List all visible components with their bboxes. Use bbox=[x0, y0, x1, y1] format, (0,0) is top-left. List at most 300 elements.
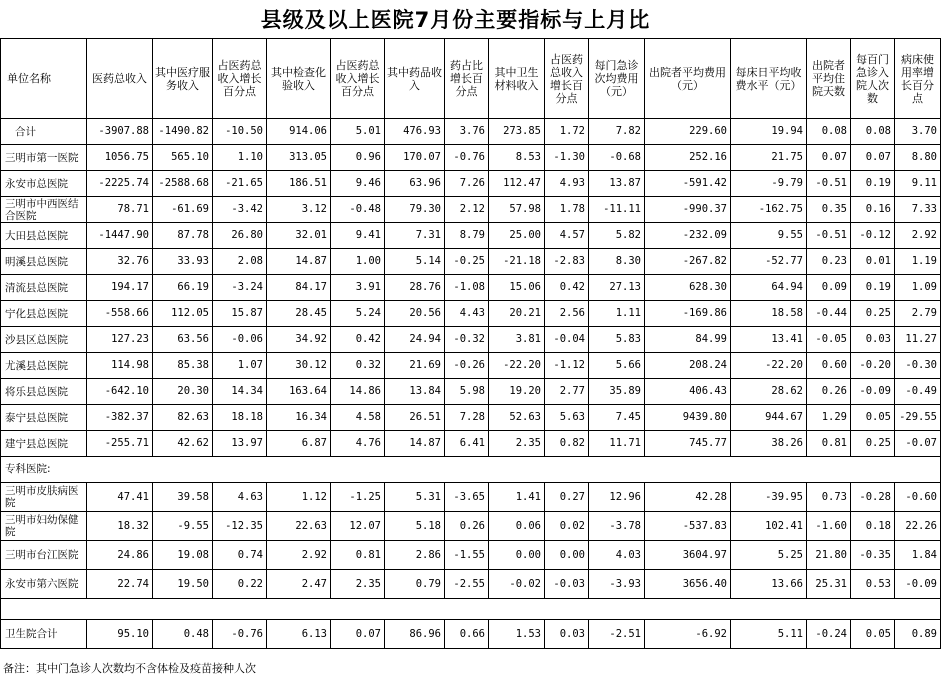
table-cell: -255.71 bbox=[87, 431, 153, 457]
table-cell: 19.20 bbox=[489, 379, 545, 405]
table-cell: 85.38 bbox=[153, 353, 213, 379]
table-cell: -6.92 bbox=[645, 620, 731, 649]
table-cell: -267.82 bbox=[645, 249, 731, 275]
blank-cell bbox=[385, 599, 445, 620]
table-cell: -1.12 bbox=[545, 353, 589, 379]
table-cell: -3.42 bbox=[213, 197, 267, 223]
column-header: 出院者平均费用（元） bbox=[645, 39, 731, 119]
table-cell: 5.11 bbox=[731, 620, 807, 649]
table-cell: 47.41 bbox=[87, 483, 153, 512]
table-cell: -9.79 bbox=[731, 171, 807, 197]
table-cell: 0.03 bbox=[851, 327, 895, 353]
table-cell: 18.18 bbox=[213, 405, 267, 431]
table-cell: -1.25 bbox=[331, 483, 385, 512]
table-row bbox=[1, 197, 941, 223]
table-cell: 476.93 bbox=[385, 119, 445, 145]
table-cell: -3.65 bbox=[445, 483, 489, 512]
table-cell: 86.96 bbox=[385, 620, 445, 649]
table-cell: 7.45 bbox=[589, 405, 645, 431]
table-cell: 7.33 bbox=[895, 197, 941, 223]
column-header: 其中卫生材料收入 bbox=[489, 39, 545, 119]
table-cell: -0.68 bbox=[589, 145, 645, 171]
table-cell: -2.51 bbox=[589, 620, 645, 649]
table-cell: -1447.90 bbox=[87, 223, 153, 249]
table-cell: 84.99 bbox=[645, 327, 731, 353]
table-cell: -12.35 bbox=[213, 512, 267, 541]
table-cell: 2.86 bbox=[385, 541, 445, 570]
table-cell: 5.83 bbox=[589, 327, 645, 353]
table-cell: 313.05 bbox=[267, 145, 331, 171]
table-cell: 34.92 bbox=[267, 327, 331, 353]
table-cell: 13.84 bbox=[385, 379, 445, 405]
table-cell: 163.64 bbox=[267, 379, 331, 405]
blank-cell bbox=[851, 599, 895, 620]
table-cell: 229.60 bbox=[645, 119, 731, 145]
table-cell: 9.41 bbox=[331, 223, 385, 249]
table-cell: 3604.97 bbox=[645, 541, 731, 570]
table-cell: 0.02 bbox=[545, 512, 589, 541]
table-cell: -0.03 bbox=[545, 570, 589, 599]
blank-cell bbox=[807, 457, 851, 483]
table-cell: 0.19 bbox=[851, 171, 895, 197]
table-cell: -0.28 bbox=[851, 483, 895, 512]
table-row bbox=[1, 570, 941, 599]
row-name: 三明市妇幼保健院 bbox=[1, 512, 87, 541]
table-cell: 0.81 bbox=[807, 431, 851, 457]
table-cell: -0.07 bbox=[895, 431, 941, 457]
blank-cell bbox=[87, 457, 153, 483]
table-cell: -1.08 bbox=[445, 275, 489, 301]
table-cell: 0.07 bbox=[807, 145, 851, 171]
table-cell: -61.69 bbox=[153, 197, 213, 223]
table-cell: 4.63 bbox=[213, 483, 267, 512]
table-cell: 1.09 bbox=[895, 275, 941, 301]
row-name: 宁化县总医院 bbox=[1, 301, 87, 327]
table-cell: 9.11 bbox=[895, 171, 941, 197]
table-cell: 18.58 bbox=[731, 301, 807, 327]
table-cell: -537.83 bbox=[645, 512, 731, 541]
row-name: 明溪县总医院 bbox=[1, 249, 87, 275]
table-row bbox=[1, 171, 941, 197]
table-cell: -11.11 bbox=[589, 197, 645, 223]
blank-cell bbox=[445, 457, 489, 483]
table-cell: -382.37 bbox=[87, 405, 153, 431]
table-cell: 20.30 bbox=[153, 379, 213, 405]
table-cell: -0.06 bbox=[213, 327, 267, 353]
table-cell: 78.71 bbox=[87, 197, 153, 223]
table-cell: 7.26 bbox=[445, 171, 489, 197]
blank-cell bbox=[87, 599, 153, 620]
table-cell: 79.30 bbox=[385, 197, 445, 223]
table-row bbox=[1, 431, 941, 457]
table-row bbox=[1, 223, 941, 249]
table-cell: 194.17 bbox=[87, 275, 153, 301]
table-cell: 30.12 bbox=[267, 353, 331, 379]
table-cell: 0.35 bbox=[807, 197, 851, 223]
table-cell: 5.24 bbox=[331, 301, 385, 327]
table-cell: -558.66 bbox=[87, 301, 153, 327]
table-cell: -232.09 bbox=[645, 223, 731, 249]
table-cell: 745.77 bbox=[645, 431, 731, 457]
row-name: 泰宁县总医院 bbox=[1, 405, 87, 431]
table-cell: 14.86 bbox=[331, 379, 385, 405]
table-cell: 64.94 bbox=[731, 275, 807, 301]
table-cell: 52.63 bbox=[489, 405, 545, 431]
column-header: 占医药总收入增长百分点 bbox=[213, 39, 267, 119]
column-header: 占医药总收入增长百分点 bbox=[545, 39, 589, 119]
table-cell: 5.31 bbox=[385, 483, 445, 512]
table-cell: -39.95 bbox=[731, 483, 807, 512]
blank-cell bbox=[153, 457, 213, 483]
table-cell: 406.43 bbox=[645, 379, 731, 405]
table-cell: 0.05 bbox=[851, 620, 895, 649]
table-cell: 0.60 bbox=[807, 353, 851, 379]
table-cell: 84.17 bbox=[267, 275, 331, 301]
table-cell: 0.18 bbox=[851, 512, 895, 541]
table-cell: 3.91 bbox=[331, 275, 385, 301]
row-name: 卫生院合计 bbox=[1, 620, 87, 649]
blank-cell bbox=[267, 599, 331, 620]
table-cell: 170.07 bbox=[385, 145, 445, 171]
table-cell: 1.72 bbox=[545, 119, 589, 145]
table-cell: 32.01 bbox=[267, 223, 331, 249]
table-cell: 11.71 bbox=[589, 431, 645, 457]
table-cell: -3.24 bbox=[213, 275, 267, 301]
table-cell: 0.09 bbox=[807, 275, 851, 301]
table-cell: -0.76 bbox=[213, 620, 267, 649]
table-cell: -10.50 bbox=[213, 119, 267, 145]
row-name: 清流县总医院 bbox=[1, 275, 87, 301]
table-cell: 28.62 bbox=[731, 379, 807, 405]
table-cell: 20.21 bbox=[489, 301, 545, 327]
table-cell: 12.96 bbox=[589, 483, 645, 512]
table-cell: 8.79 bbox=[445, 223, 489, 249]
table-cell: -0.20 bbox=[851, 353, 895, 379]
table-row bbox=[1, 405, 941, 431]
row-name: 将乐县总医院 bbox=[1, 379, 87, 405]
table-cell: -0.76 bbox=[445, 145, 489, 171]
table-cell: 1.12 bbox=[267, 483, 331, 512]
table-cell: 5.82 bbox=[589, 223, 645, 249]
table-cell: 13.41 bbox=[731, 327, 807, 353]
table-cell: 13.97 bbox=[213, 431, 267, 457]
table-cell: 186.51 bbox=[267, 171, 331, 197]
table-cell: 3.76 bbox=[445, 119, 489, 145]
column-header: 其中检查化验收入 bbox=[267, 39, 331, 119]
table-cell: 21.75 bbox=[731, 145, 807, 171]
table-cell: 28.45 bbox=[267, 301, 331, 327]
footnote: 备注：其中门急诊人次数均不含体检及疫苗接种人次 bbox=[3, 662, 256, 675]
table-cell: 3.12 bbox=[267, 197, 331, 223]
column-header: 病床使用率增长百分点 bbox=[895, 39, 941, 119]
table-cell: 0.25 bbox=[851, 301, 895, 327]
row-name: 三明市台江医院 bbox=[1, 541, 87, 570]
table-cell: -0.60 bbox=[895, 483, 941, 512]
table-cell: 0.96 bbox=[331, 145, 385, 171]
table-cell: -3.78 bbox=[589, 512, 645, 541]
table-cell: 628.30 bbox=[645, 275, 731, 301]
blank-cell bbox=[851, 457, 895, 483]
blank-cell bbox=[331, 457, 385, 483]
table-cell: 0.05 bbox=[851, 405, 895, 431]
table-cell: 1.41 bbox=[489, 483, 545, 512]
table-cell: 24.86 bbox=[87, 541, 153, 570]
table-cell: 1.78 bbox=[545, 197, 589, 223]
table-cell: 7.82 bbox=[589, 119, 645, 145]
table-cell: 5.98 bbox=[445, 379, 489, 405]
table-cell: -642.10 bbox=[87, 379, 153, 405]
blank-cell bbox=[589, 457, 645, 483]
table-cell: -1.55 bbox=[445, 541, 489, 570]
column-header: 医药总收入 bbox=[87, 39, 153, 119]
table-cell: -1490.82 bbox=[153, 119, 213, 145]
table-cell: -0.30 bbox=[895, 353, 941, 379]
table-row bbox=[1, 620, 941, 649]
row-name: 永安市第六医院 bbox=[1, 570, 87, 599]
table-cell: 38.26 bbox=[731, 431, 807, 457]
table-cell: 1.29 bbox=[807, 405, 851, 431]
table-cell: 1056.75 bbox=[87, 145, 153, 171]
table-cell: 5.63 bbox=[545, 405, 589, 431]
table-cell: 8.80 bbox=[895, 145, 941, 171]
table-cell: 2.77 bbox=[545, 379, 589, 405]
table-cell: 19.94 bbox=[731, 119, 807, 145]
table-cell: 0.27 bbox=[545, 483, 589, 512]
table-cell: 4.58 bbox=[331, 405, 385, 431]
table-cell: 2.79 bbox=[895, 301, 941, 327]
row-name: 永安市总医院 bbox=[1, 171, 87, 197]
row-name: 三明市第一医院 bbox=[1, 145, 87, 171]
table-cell: 5.18 bbox=[385, 512, 445, 541]
table-cell: 27.13 bbox=[589, 275, 645, 301]
table-cell: 0.00 bbox=[489, 541, 545, 570]
blank-cell bbox=[213, 457, 267, 483]
row-name: 尤溪县总医院 bbox=[1, 353, 87, 379]
table-cell: -169.86 bbox=[645, 301, 731, 327]
table-cell: 9.55 bbox=[731, 223, 807, 249]
table-cell: -1.30 bbox=[545, 145, 589, 171]
table-cell: 87.78 bbox=[153, 223, 213, 249]
table-cell: 13.66 bbox=[731, 570, 807, 599]
section-label: 专科医院: bbox=[1, 457, 87, 483]
table-cell: 5.66 bbox=[589, 353, 645, 379]
blank-cell bbox=[731, 457, 807, 483]
table-cell: 0.82 bbox=[545, 431, 589, 457]
table-cell: 914.06 bbox=[267, 119, 331, 145]
table-cell: -0.51 bbox=[807, 223, 851, 249]
table-cell: 0.06 bbox=[489, 512, 545, 541]
blank-cell bbox=[545, 457, 589, 483]
table-cell: 4.93 bbox=[545, 171, 589, 197]
column-header: 占医药总收入增长百分点 bbox=[331, 39, 385, 119]
table-cell: 1.19 bbox=[895, 249, 941, 275]
table-cell: 42.28 bbox=[645, 483, 731, 512]
table-cell: 5.14 bbox=[385, 249, 445, 275]
table-cell: 0.48 bbox=[153, 620, 213, 649]
table-cell: 0.89 bbox=[895, 620, 941, 649]
table-cell: 25.31 bbox=[807, 570, 851, 599]
table-cell: -0.48 bbox=[331, 197, 385, 223]
header-row bbox=[1, 39, 941, 119]
blank-row bbox=[1, 599, 941, 620]
table-cell: -2.83 bbox=[545, 249, 589, 275]
blank-cell bbox=[213, 599, 267, 620]
table-cell: 565.10 bbox=[153, 145, 213, 171]
table-cell: 102.41 bbox=[731, 512, 807, 541]
blank-cell bbox=[895, 599, 941, 620]
table-row bbox=[1, 249, 941, 275]
table-cell: 127.23 bbox=[87, 327, 153, 353]
table-cell: 1.10 bbox=[213, 145, 267, 171]
table-row bbox=[1, 353, 941, 379]
table-cell: 22.74 bbox=[87, 570, 153, 599]
table-cell: -0.44 bbox=[807, 301, 851, 327]
table-cell: 273.85 bbox=[489, 119, 545, 145]
table-cell: 22.63 bbox=[267, 512, 331, 541]
table-cell: 19.08 bbox=[153, 541, 213, 570]
table-cell: 1.84 bbox=[895, 541, 941, 570]
table-cell: 32.76 bbox=[87, 249, 153, 275]
table-cell: 0.08 bbox=[851, 119, 895, 145]
table-cell: 3.81 bbox=[489, 327, 545, 353]
table-cell: -0.12 bbox=[851, 223, 895, 249]
table-cell: -0.32 bbox=[445, 327, 489, 353]
column-header: 单位名称 bbox=[1, 39, 87, 119]
blank-cell bbox=[489, 457, 545, 483]
blank-cell bbox=[645, 457, 731, 483]
column-header: 每百门急诊入院人次数 bbox=[851, 39, 895, 119]
table-cell: -2588.68 bbox=[153, 171, 213, 197]
table-cell: 1.53 bbox=[489, 620, 545, 649]
blank-cell bbox=[153, 599, 213, 620]
table-cell: 82.63 bbox=[153, 405, 213, 431]
table-cell: 6.87 bbox=[267, 431, 331, 457]
table-cell: 944.67 bbox=[731, 405, 807, 431]
table-cell: 63.96 bbox=[385, 171, 445, 197]
table-cell: -0.05 bbox=[807, 327, 851, 353]
table-cell: 6.41 bbox=[445, 431, 489, 457]
table-cell: 1.07 bbox=[213, 353, 267, 379]
table-cell: 5.01 bbox=[331, 119, 385, 145]
table-cell: -21.65 bbox=[213, 171, 267, 197]
table-row bbox=[1, 145, 941, 171]
table-cell: 26.51 bbox=[385, 405, 445, 431]
table-cell: 8.53 bbox=[489, 145, 545, 171]
table-cell: -3.93 bbox=[589, 570, 645, 599]
table-cell: 0.07 bbox=[331, 620, 385, 649]
table-cell: 0.73 bbox=[807, 483, 851, 512]
table-cell: 112.47 bbox=[489, 171, 545, 197]
table-cell: 22.26 bbox=[895, 512, 941, 541]
table-cell: 0.74 bbox=[213, 541, 267, 570]
table-cell: 24.94 bbox=[385, 327, 445, 353]
table-cell: 14.87 bbox=[385, 431, 445, 457]
table-cell: 66.19 bbox=[153, 275, 213, 301]
table-cell: -0.04 bbox=[545, 327, 589, 353]
table-cell: 0.08 bbox=[807, 119, 851, 145]
row-name: 三明市中西医结合医院 bbox=[1, 197, 87, 223]
table-cell: 2.12 bbox=[445, 197, 489, 223]
table-cell: 0.00 bbox=[545, 541, 589, 570]
table-cell: 28.76 bbox=[385, 275, 445, 301]
section-row bbox=[1, 457, 941, 483]
table-cell: 26.80 bbox=[213, 223, 267, 249]
blank-cell bbox=[645, 599, 731, 620]
table-row bbox=[1, 327, 941, 353]
blank-cell bbox=[895, 457, 941, 483]
table-cell: 3.70 bbox=[895, 119, 941, 145]
table-cell: 0.19 bbox=[851, 275, 895, 301]
row-name: 合计 bbox=[1, 119, 87, 145]
table-cell: 2.92 bbox=[895, 223, 941, 249]
table-cell: -52.77 bbox=[731, 249, 807, 275]
table-cell: -0.49 bbox=[895, 379, 941, 405]
table-cell: -0.35 bbox=[851, 541, 895, 570]
table-row bbox=[1, 301, 941, 327]
table-cell: 9439.80 bbox=[645, 405, 731, 431]
table-cell: -0.09 bbox=[895, 570, 941, 599]
table-cell: 0.26 bbox=[807, 379, 851, 405]
blank-cell bbox=[731, 599, 807, 620]
table-cell: 95.10 bbox=[87, 620, 153, 649]
row-name: 建宁县总医院 bbox=[1, 431, 87, 457]
table-cell: 0.07 bbox=[851, 145, 895, 171]
table-cell: 4.43 bbox=[445, 301, 489, 327]
table-cell: 0.81 bbox=[331, 541, 385, 570]
table-cell: 208.24 bbox=[645, 353, 731, 379]
table-cell: 2.56 bbox=[545, 301, 589, 327]
table-cell: 14.87 bbox=[267, 249, 331, 275]
table-cell: 2.92 bbox=[267, 541, 331, 570]
table-cell: 1.11 bbox=[589, 301, 645, 327]
column-header: 其中医疗服务收入 bbox=[153, 39, 213, 119]
table-row bbox=[1, 119, 941, 145]
table-cell: -0.02 bbox=[489, 570, 545, 599]
table-cell: 4.03 bbox=[589, 541, 645, 570]
blank-cell bbox=[385, 457, 445, 483]
table-cell: 21.80 bbox=[807, 541, 851, 570]
row-name: 大田县总医院 bbox=[1, 223, 87, 249]
table-cell: 0.03 bbox=[545, 620, 589, 649]
table-row bbox=[1, 512, 941, 541]
table-cell: -0.24 bbox=[807, 620, 851, 649]
column-header: 每床日平均收费水平（元） bbox=[731, 39, 807, 119]
column-header: 每门急诊次均费用（元） bbox=[589, 39, 645, 119]
table-cell: 252.16 bbox=[645, 145, 731, 171]
table-cell: -0.51 bbox=[807, 171, 851, 197]
table-row bbox=[1, 379, 941, 405]
table-cell: 4.57 bbox=[545, 223, 589, 249]
table-cell: 2.35 bbox=[489, 431, 545, 457]
column-header: 其中药品收入 bbox=[385, 39, 445, 119]
table-cell: 0.01 bbox=[851, 249, 895, 275]
table-cell: 0.26 bbox=[445, 512, 489, 541]
table-row bbox=[1, 541, 941, 570]
table-cell: 57.98 bbox=[489, 197, 545, 223]
blank-cell bbox=[545, 599, 589, 620]
table-cell: 5.25 bbox=[731, 541, 807, 570]
table-cell: 39.58 bbox=[153, 483, 213, 512]
table-cell: -22.20 bbox=[731, 353, 807, 379]
indicator-table bbox=[0, 38, 941, 649]
table-cell: 7.28 bbox=[445, 405, 489, 431]
table-cell: 0.53 bbox=[851, 570, 895, 599]
table-cell: 112.05 bbox=[153, 301, 213, 327]
table-cell: 35.89 bbox=[589, 379, 645, 405]
table-cell: -2225.74 bbox=[87, 171, 153, 197]
table-cell: -0.09 bbox=[851, 379, 895, 405]
blank-cell bbox=[807, 599, 851, 620]
